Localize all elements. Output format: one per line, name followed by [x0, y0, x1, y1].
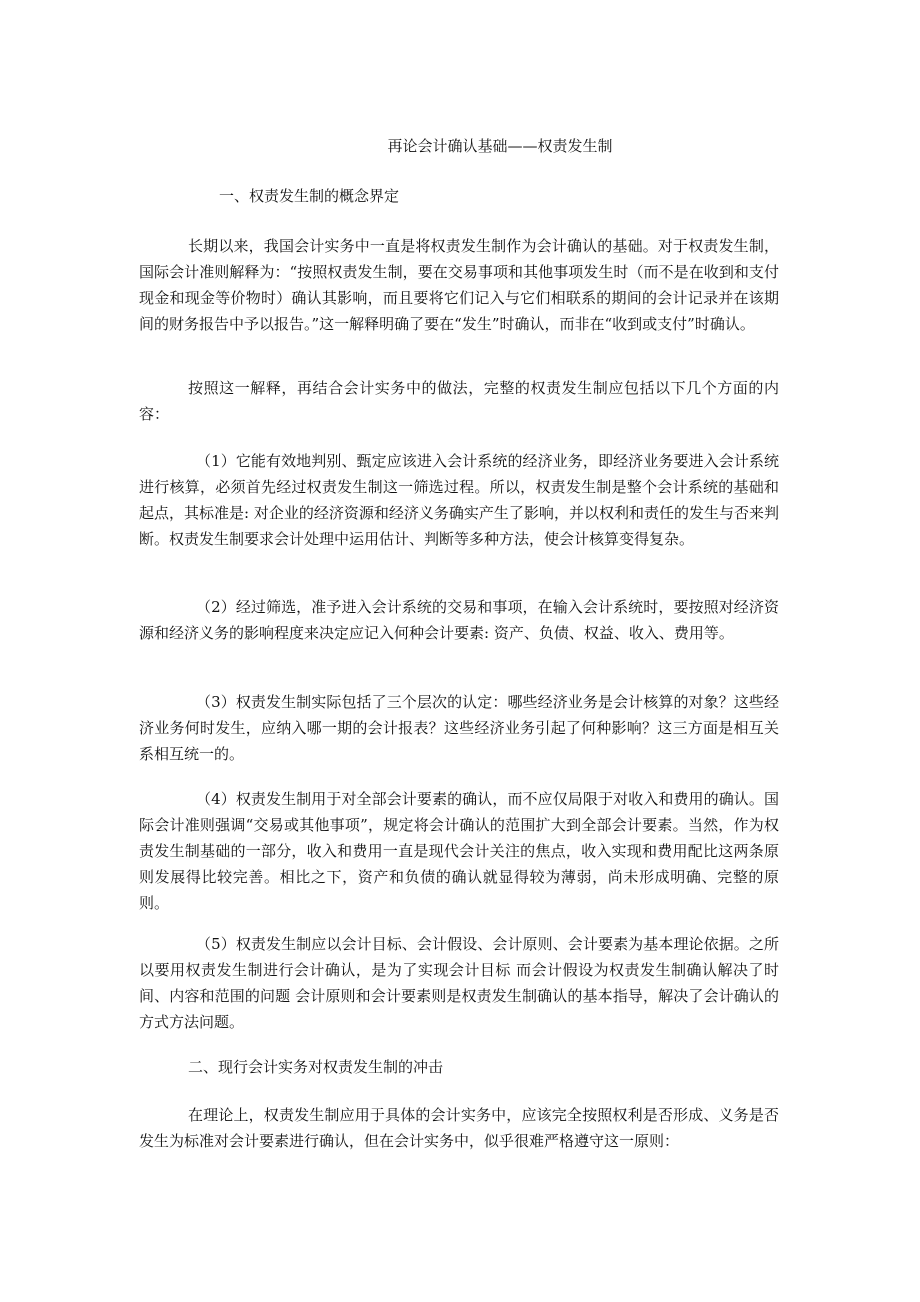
paragraph-item-2: （2）经过筛选，准予进入会计系统的交易和事项，在输入会计系统时，要按照对经济资源和经济义务的影响程度来决定应记入何种会计要素: 资产、负债、权益、收入、费用等。	[139, 598, 779, 642]
section-heading-1: 一、权责发生制的概念界定	[219, 187, 400, 205]
paragraph-final: 在理论上，权责发生制应用于具体的会计实务中，应该完全按照权利是否形成、义务是否发生为标准对会计要素进行确认，但在会计实务中，似乎很难严格遵守这一原则：	[139, 1106, 779, 1150]
section-heading-2: 二、现行会计实务对权责发生制的冲击	[188, 1058, 444, 1076]
document-title: 再论会计确认基础——权责发生制	[387, 137, 613, 155]
paragraph-item-3: （3）权责发生制实际包括了三个层次的认定：哪些经济业务是会计核算的对象？这些经济业务何时发生，应纳入哪一期的会计报表？这些经济业务引起了何种影响？这三方面是相互关系相互统一的。	[139, 693, 779, 763]
paragraph-item-4: （4）权责发生制用于对全部会计要素的确认，而不应仅局限于对收入和费用的确认。国际会计准则强调“交易或其他事项”，规定将会计确认的范围扩大到全部会计要素。当然，作为权责发生制基础的一部分，收入和费用一直是现代会计关注的焦点，收入实现和费用配比这两条原则发展得比较完善。相比之下，资产和负债的确认就显得较为薄弱，尚未形成明确、完整的原则。	[139, 790, 779, 912]
paragraph-item-5: （5）权责发生制应以会计目标、会计假设、会计原则、会计要素为基本理论依据。之所以要用权责发生制进行会计确认，是为了实现会计目标 而会计假设为权责发生制确认解决了时间、内容和范围的问题 会计原则和会计要素则是权责发生制确认的基本指导，解决了会计确认的方式方法问题。	[139, 935, 779, 1031]
paragraph-item-1: （1）它能有效地判别、甄定应该进入会计系统的经济业务，即经济业务要进入会计系统进行核算，必须首先经过权责发生制这一筛选过程。所以，权责发生制是整个会计系统的基础和起点，其标准是: 对企业的经济资源和经济义务确实产生了影响，并以权利和责任的发生与否来判断。权责发生制要求会计处理中运用估计、判断等多种方法，使会计核算变得复杂。	[139, 452, 779, 548]
paragraph-content: 按照这一解释，再结合会计实务中的做法，完整的权责发生制应包括以下几个方面的内容：	[139, 379, 779, 423]
paragraph-intro: 长期以来，我国会计实务中一直是将权责发生制作为会计确认的基础。对于权责发生制，国际会计准则解释为：“按照权责发生制，要在交易事项和其他事项发生时（而不是在收到和支付现金和现金等价物时）确认其影响，而且要将它们记入与它们相联系的期间的会计记录并在该期间的财务报告中予以报告。”这一解释明确了要在“发生”时确认，而非在“收到或支付”时确认。	[139, 237, 779, 333]
